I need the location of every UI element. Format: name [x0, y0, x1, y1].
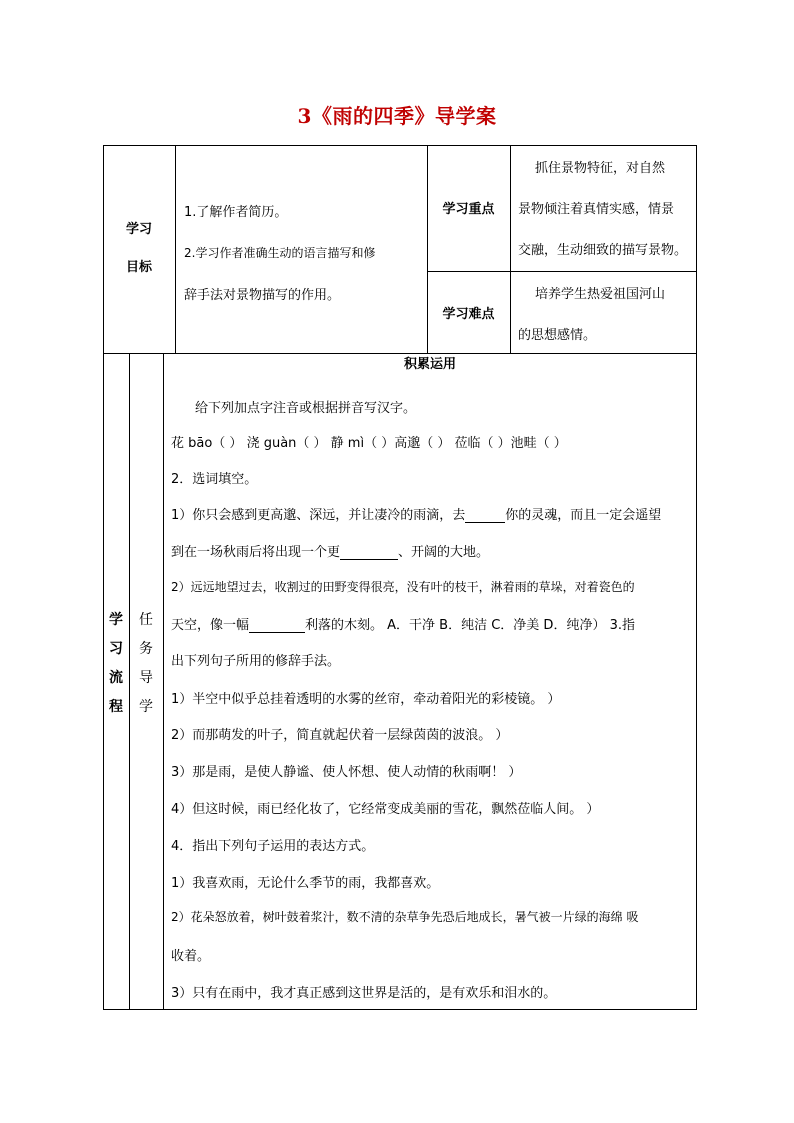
process-char: 程 — [109, 699, 123, 715]
q4-heading: 4．指出下列句子运用的表达方式。 — [171, 839, 375, 854]
key-point-label: 学习重点 — [442, 202, 495, 217]
difficulty-line2: 的思想感情。 — [518, 328, 597, 343]
fill-blank[interactable] — [465, 508, 505, 523]
task-char: 任 — [139, 612, 153, 628]
q3-2: 2）而那萌发的叶子，简直就起伏着一层绿茵茵的波浪。 ） — [171, 728, 509, 743]
key-diff-divider — [427, 271, 697, 272]
process-label — [103, 606, 129, 722]
goals-label-line2: 目标 — [125, 259, 152, 275]
task-label — [129, 606, 163, 722]
page-title: 3《雨的四季》导学案 — [297, 104, 497, 128]
q4-2-line2: 收着。 — [171, 949, 211, 964]
key-point-line2: 景物倾注着真情实感，情景 — [518, 202, 675, 217]
q3-heading: 出下列句子所用的修辞手法。 — [171, 654, 341, 669]
q1-items: 花 bāo（ ） 浇 guàn（ ） 静 mì（ ）高邈（ ） 莅临（ ）池畦（ ） — [171, 436, 567, 451]
q2-2-line1: 2）远远地望过去，收割过的田野变得很亮，没有叶的枝干，淋着雨的草垛，对着瓷色的 — [171, 580, 635, 594]
process-char: 流 — [109, 670, 123, 686]
difficulty-line1: 培养学生热爱祖国河山 — [535, 287, 666, 302]
goals-label-line1: 学习 — [125, 222, 152, 237]
fill-blank[interactable] — [249, 618, 305, 633]
q2-1-line2 — [171, 541, 691, 560]
q2-1a: 1）你只会感到更高邈、深远，并让凄冷的雨滴，去 — [171, 508, 466, 523]
q2-heading: 2．选词填空。 — [171, 472, 258, 487]
col-divider — [510, 145, 511, 353]
goal-item-2-line2: 辞手法对景物描写的作用。 — [184, 288, 341, 303]
q2-2c: 利落的木刻。 A．干净 B．纯洁 C．净美 D．纯净） 3.指 — [305, 618, 635, 633]
goal-item-1: 1.了解作者简历。 — [184, 205, 288, 220]
q2-1d: 、开阔的大地。 — [398, 545, 490, 560]
goal-item-2-line1: 2.学习作者准确生动的语言描写和修 — [184, 246, 376, 260]
q3-4: 4）但这时候，雨已经化妆了，它经常变成美丽的雪花，飘然莅临人间。 ） — [171, 802, 600, 817]
process-char: 习 — [109, 641, 123, 657]
task-char: 导 — [139, 670, 153, 686]
q4-1: 1）我喜欢雨，无论什么季节的雨，我都喜欢。 — [171, 876, 440, 891]
q3-1: 1）半空中似乎总挂着透明的水雾的丝帘，牵动着阳光的彩棱镜。 ） — [171, 692, 561, 707]
difficulty-label: 学习难点 — [442, 307, 495, 322]
section-title: 积累运用 — [403, 357, 456, 372]
q3-3: 3）那是雨，是使人静谧、使人怀想、使人动情的秋雨啊！ ） — [171, 765, 522, 780]
col-divider — [175, 145, 176, 353]
process-char: 学 — [109, 612, 123, 628]
q1-intro: 给下列加点字注音或根据拼音写汉字。 — [195, 401, 417, 416]
task-char: 学 — [139, 699, 153, 715]
q4-2-line1: 2）花朵怒放着，树叶鼓着浆汁，数不清的杂草争先恐后地成长，暑气被一片绿的海绵 吸 — [171, 910, 639, 924]
goals-label — [103, 222, 175, 275]
col-divider — [163, 353, 164, 1010]
q2-2b: 天空，像一幅 — [171, 618, 250, 633]
fill-blank[interactable] — [340, 545, 398, 560]
q2-1-line1 — [171, 504, 691, 523]
key-point-line1: 抓住景物特征，对自然 — [535, 161, 666, 176]
q2-1c: 到在一场秋雨后将出现一个更 — [171, 545, 341, 560]
row-divider — [103, 353, 697, 354]
key-point-line3: 交融，生动细致的描写景物。 — [518, 243, 688, 258]
q4-3: 3）只有在雨中，我才真正感到这世界是活的，是有欢乐和泪水的。 — [171, 986, 557, 1001]
task-char: 务 — [139, 641, 153, 657]
q2-2-line2 — [171, 614, 691, 633]
q2-1b: 你的灵魂，而且一定会遥望 — [505, 508, 662, 523]
